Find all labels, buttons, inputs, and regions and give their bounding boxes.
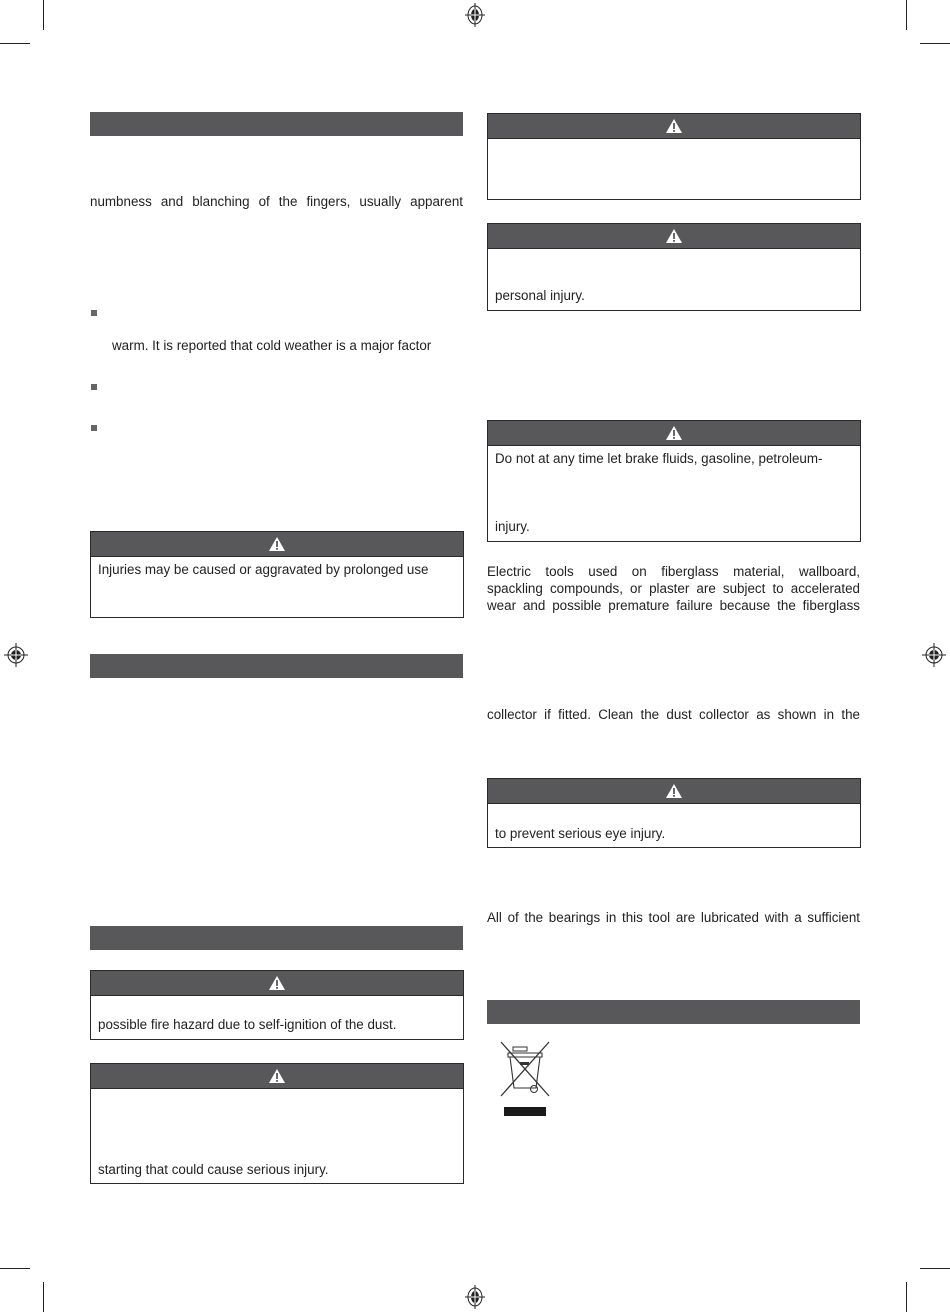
bullet-text-line: warm. It is reported that cold weather is a major factor	[112, 338, 432, 353]
warning-box	[90, 1063, 464, 1184]
crop-mark	[906, 0, 907, 30]
warning-triangle-icon	[665, 783, 683, 799]
warning-box	[487, 113, 861, 200]
warning-text-line: injury.	[495, 519, 530, 534]
warning-text-line: possible fire hazard due to self-ignition of the dust.	[98, 1017, 397, 1032]
warning-text-line: personal injury.	[495, 288, 585, 303]
warning-box	[487, 223, 861, 311]
body-text-line: wear and possible premature failure because the fiberglass	[487, 598, 860, 613]
warning-box	[90, 970, 464, 1040]
warning-triangle-icon	[665, 118, 683, 134]
warning-triangle-icon	[268, 975, 286, 991]
warning-triangle-icon	[268, 536, 286, 552]
section-header-bar	[90, 112, 463, 136]
crossed-out-wheelie-bin-icon	[497, 1040, 553, 1120]
warning-header	[91, 532, 463, 557]
warning-header	[91, 971, 463, 996]
warning-box	[487, 420, 861, 542]
warning-box	[90, 531, 464, 618]
section-header-bar	[487, 1000, 860, 1024]
registration-mark-icon	[464, 1284, 486, 1310]
crop-mark	[906, 1282, 907, 1312]
warning-text-line: starting that could cause serious injury.	[98, 1162, 329, 1177]
registration-mark-icon	[464, 2, 486, 28]
registration-mark-icon	[922, 643, 946, 667]
warning-triangle-icon	[665, 425, 683, 441]
square-bullet-icon	[91, 310, 97, 316]
warning-header	[488, 779, 860, 804]
crop-mark	[0, 43, 30, 44]
section-header-bar	[90, 926, 463, 950]
warning-header	[488, 114, 860, 139]
crop-mark	[43, 1282, 44, 1312]
crop-mark	[920, 43, 950, 44]
warning-header	[488, 224, 860, 249]
warning-text-line: to prevent serious eye injury.	[495, 826, 666, 841]
warning-text-line: Do not at any time let brake fluids, gasoline, petroleum-	[495, 451, 823, 466]
warning-header	[488, 421, 860, 446]
warning-header	[91, 1064, 463, 1089]
body-text-line: spackling compounds, or plaster are subject to accelerated	[487, 581, 860, 596]
crop-mark	[0, 1268, 30, 1269]
crop-mark	[920, 1268, 950, 1269]
warning-box	[487, 778, 861, 848]
crop-mark	[43, 0, 44, 30]
warning-triangle-icon	[268, 1068, 286, 1084]
warning-text-line: Injuries may be caused or aggravated by prolonged use	[98, 562, 429, 577]
warning-triangle-icon	[665, 228, 683, 244]
body-text-line: Electric tools used on fiberglass material, wallboard,	[487, 564, 860, 579]
square-bullet-icon	[91, 384, 97, 390]
square-bullet-icon	[91, 425, 97, 431]
body-text-line: collector if fitted. Clean the dust collector as shown in the	[487, 707, 860, 722]
registration-mark-icon	[4, 643, 28, 667]
body-text-line: All of the bearings in this tool are lubricated with a sufficient	[487, 910, 860, 925]
section-header-bar	[90, 654, 463, 678]
body-text-line: numbness and blanching of the fingers, usually apparent	[90, 194, 463, 209]
